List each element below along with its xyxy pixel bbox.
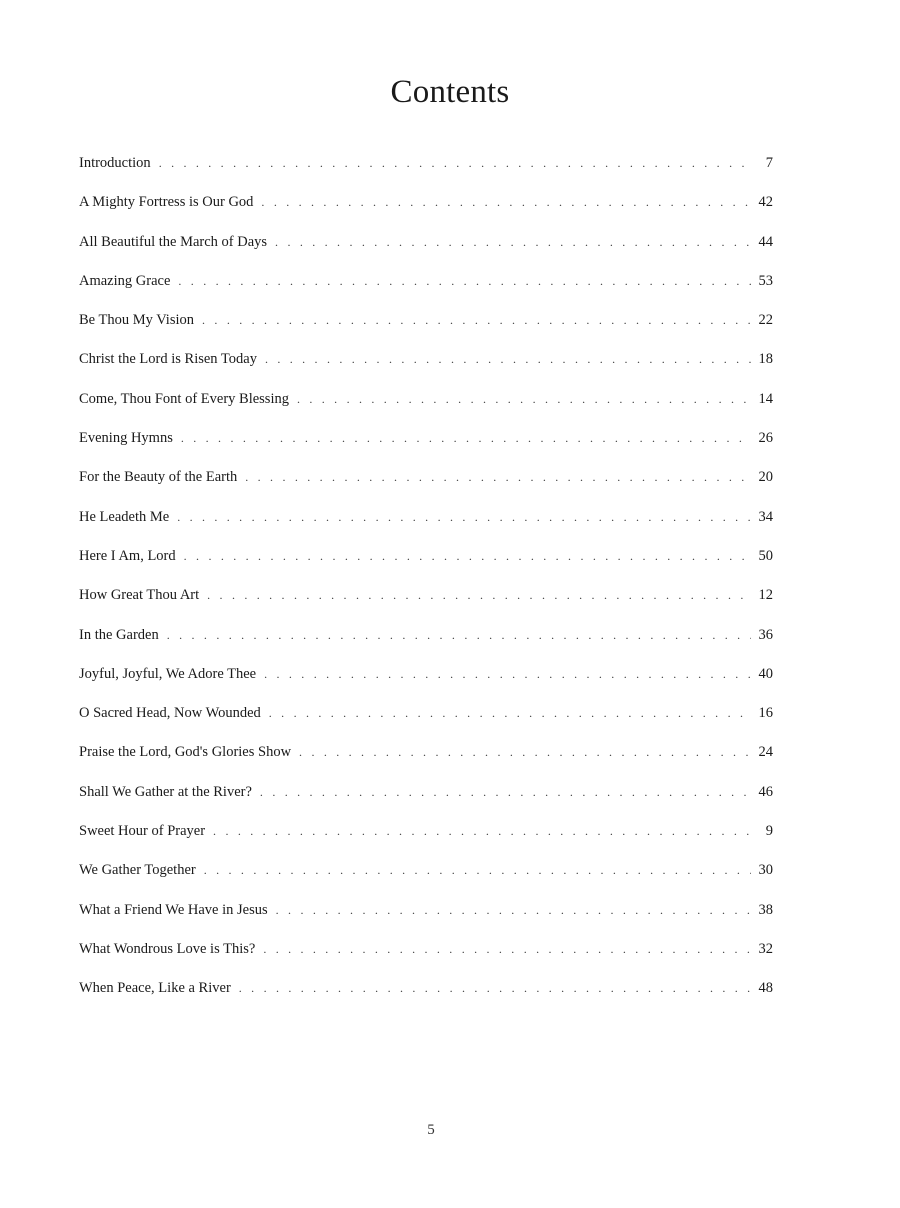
dot-leader <box>299 745 751 760</box>
dot-leader <box>264 667 751 682</box>
toc-entry-page: 38 <box>758 901 773 918</box>
dot-leader <box>184 549 751 564</box>
dot-leader <box>207 588 751 603</box>
toc-entry[interactable] <box>79 823 773 862</box>
dot-leader <box>177 510 751 525</box>
toc-entry[interactable] <box>79 705 773 744</box>
toc-entry[interactable] <box>79 155 773 194</box>
toc-entry-title: Come, Thou Font of Every Blessing <box>79 390 289 407</box>
dot-leader <box>239 981 751 996</box>
dot-leader <box>275 235 751 250</box>
toc-entry[interactable] <box>79 469 773 508</box>
toc-entry-title: What Wondrous Love is This? <box>79 940 256 957</box>
toc-entry[interactable] <box>79 548 773 587</box>
toc-entry-page: 53 <box>758 272 773 289</box>
toc-entry-title: What a Friend We Have in Jesus <box>79 901 268 918</box>
dot-leader <box>159 156 751 171</box>
toc-entry-page: 42 <box>758 194 773 211</box>
dot-leader <box>265 352 751 367</box>
toc-entry-title: Introduction <box>79 155 151 171</box>
toc-entry-title: For the Beauty of the Earth <box>79 469 238 486</box>
toc-entry-title: Praise the Lord, God's Glories Show <box>79 744 292 761</box>
toc-entry[interactable] <box>79 234 773 273</box>
toc-entry[interactable] <box>79 430 773 469</box>
toc-entry-page: 22 <box>758 312 773 329</box>
dot-leader <box>204 863 751 878</box>
toc-entry-title: Joyful, Joyful, We Adore Thee <box>79 665 257 682</box>
toc-entry-page: 26 <box>758 430 773 447</box>
toc-entry-page: 7 <box>765 155 773 171</box>
toc-entry-title: Shall We Gather at the River? <box>79 783 252 800</box>
toc-entry-page: 32 <box>758 940 773 957</box>
toc-entry-title: He Leadeth Me <box>79 508 170 525</box>
toc-entry-title: Evening Hymns <box>79 430 173 447</box>
toc-entry-title: Amazing Grace <box>79 272 171 289</box>
page-number: 5 <box>427 1122 435 1138</box>
toc-entry-title: We Gather Together <box>79 862 196 879</box>
toc-entry[interactable] <box>79 902 773 941</box>
toc-entry-page: 12 <box>758 587 773 604</box>
toc-entry-page: 9 <box>765 823 773 840</box>
toc-entry-page: 24 <box>758 744 773 761</box>
toc-entry-title: How Great Thou Art <box>79 587 200 604</box>
toc-entry-title: All Beautiful the March of Days <box>79 233 268 250</box>
dot-leader <box>178 274 751 289</box>
dot-leader <box>245 470 751 485</box>
toc-entry-page: 50 <box>758 547 773 564</box>
toc-entry-page: 30 <box>758 862 773 879</box>
toc-entry-title: O Sacred Head, Now Wounded <box>79 705 261 722</box>
toc-entry[interactable] <box>79 587 773 626</box>
toc-entry-title: Sweet Hour of Prayer <box>79 823 206 840</box>
toc-entry-title: A Mighty Fortress is Our God <box>79 194 254 211</box>
dot-leader <box>202 313 751 328</box>
toc-entry[interactable] <box>79 666 773 705</box>
page-title: Contents <box>390 74 510 110</box>
toc-entry[interactable] <box>79 744 773 783</box>
toc-entry-title: In the Garden <box>79 626 159 643</box>
dot-leader <box>261 195 751 210</box>
dot-leader <box>213 824 751 839</box>
toc-entry-page: 34 <box>758 508 773 525</box>
toc-entry-title: Christ the Lord is Risen Today <box>79 351 257 368</box>
toc-entry-page: 16 <box>758 705 773 722</box>
dot-leader <box>269 706 751 721</box>
dot-leader <box>263 942 751 957</box>
toc-entry-page: 48 <box>758 980 773 997</box>
dot-leader <box>297 392 751 407</box>
toc-entry-title: Be Thou My Vision <box>79 312 195 329</box>
toc-entry[interactable] <box>79 784 773 823</box>
dot-leader <box>167 628 751 643</box>
toc-entry[interactable] <box>79 627 773 666</box>
table-of-contents <box>79 155 773 1020</box>
toc-entry-page: 40 <box>758 665 773 682</box>
dot-leader <box>276 903 751 918</box>
toc-entry-title: Here I Am, Lord <box>79 547 176 564</box>
toc-entry-page: 36 <box>758 626 773 643</box>
toc-entry[interactable] <box>79 391 773 430</box>
toc-entry[interactable] <box>79 941 773 980</box>
toc-entry-page: 14 <box>758 390 773 407</box>
toc-entry-page: 18 <box>758 351 773 368</box>
toc-entry-page: 46 <box>758 783 773 800</box>
dot-leader <box>181 431 751 446</box>
toc-entry-title: When Peace, Like a River <box>79 980 231 997</box>
toc-entry-page: 44 <box>758 233 773 250</box>
dot-leader <box>260 785 751 800</box>
toc-entry[interactable] <box>79 312 773 351</box>
toc-entry[interactable] <box>79 273 773 312</box>
toc-entry[interactable] <box>79 194 773 233</box>
toc-entry[interactable] <box>79 980 773 1019</box>
toc-entry-page: 20 <box>758 469 773 486</box>
toc-entry[interactable] <box>79 351 773 390</box>
toc-entry[interactable] <box>79 862 773 901</box>
toc-entry[interactable] <box>79 509 773 548</box>
